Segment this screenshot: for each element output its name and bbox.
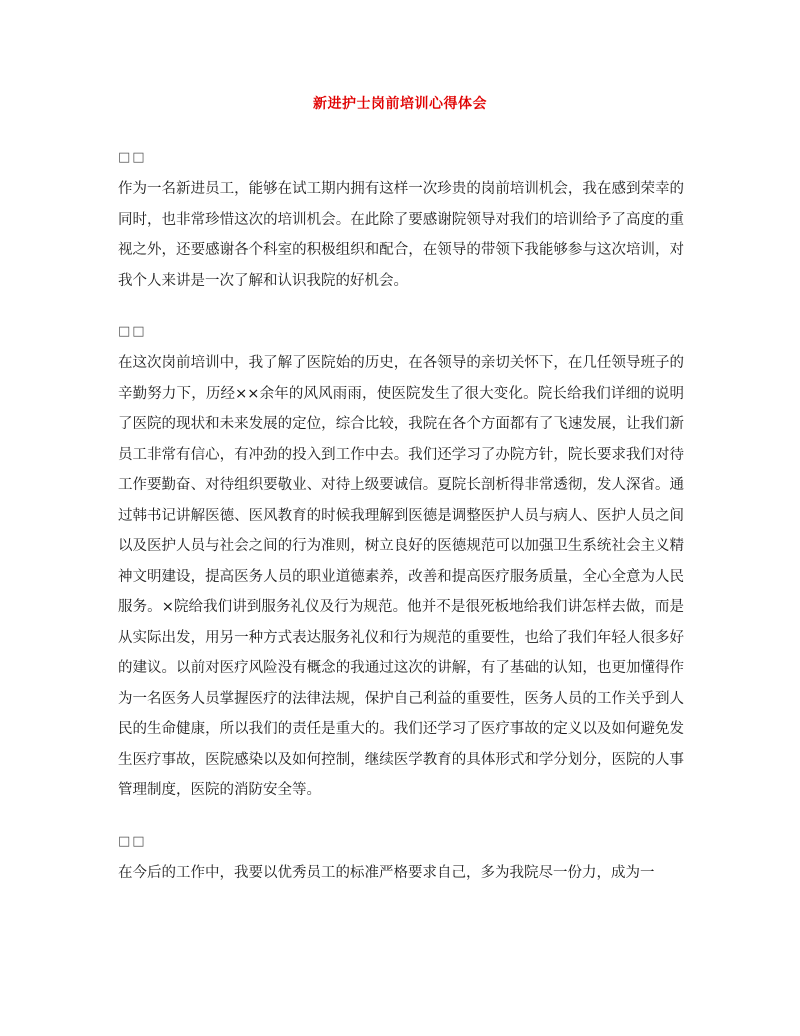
document-title: 新进护士岗前培训心得体会 — [313, 96, 487, 112]
paragraph-training-content: 在这次岗前培训中，我了解了医院始的历史，在各领导的亲切关怀下，在几任领导班子的辛勤努力下，历经××余年的风风雨雨，使医院发生了很大变化。院长给我们详细的说明了医院的现状和未来发展的定位，综合比较，我院在各个方面都有了飞速发展，让我们新员工非常有信心，有冲劲的投入到工作中去。我们还学习了办院方针，院长要求我们对待工作要勤奋、对待组织要敬业、对待上级要诚信。夏院长剖析得非常透彻，发人深省。通过韩书记讲解医德、医风教育的时候我理解到医德是调整医护人员与病人、医护人员之间以及医护人员与社会之间的行为准则，树立良好的医德规范可以加强卫生系统社会主义精神文明建设，提高医务人员的职业道德素养，改善和提高医疗服务质量，全心全意为人民服务。×院给我们讲到服务礼仪及行为规范。他并不是很死板地给我们讲怎样去做，而是从实际出发，用另一种方式表达服务礼仪和行为规范的重要性，也给了我们年轻人很多好的建议。以前对医疗风险没有概念的我通过这次的讲解，有了基础的认知，也更加懂得作为一名医务人员掌握医疗的法律法规，保护自己利益的重要性，医务人员的工作关乎到人民的生命健康，所以我们的责任是重大的。我们还学习了医疗事故的定义以及如何避免发生医疗事故，医院感染以及如何控制，继续医学教育的具体形式和学分划分，医院的人事管理制度，医院的消防安全等。 — [118, 355, 684, 798]
section-marker: □□ — [118, 833, 147, 849]
section-marker: □□ — [118, 150, 147, 165]
paragraph-intro: 作为一名新进员工，能够在试工期内拥有这样一次珍贵的岗前培训机会，我在感到荣幸的同时，也非常珍惜这次的培训机会。在此除了要感谢院领导对我们的培训给予了高度的重视之外，还要感谢各个科室的积极组织和配合，在领导的带领下我能够参与这次培训，对我个人来讲是一次了解和认识我院的好机会。 — [118, 181, 684, 289]
paragraph-future-work: 在今后的工作中，我要以优秀员工的标准严格要求自己，多为我院尽一份力，成为一 — [118, 864, 655, 881]
section-marker: □□ — [118, 324, 147, 339]
document-body — [118, 146, 684, 888]
